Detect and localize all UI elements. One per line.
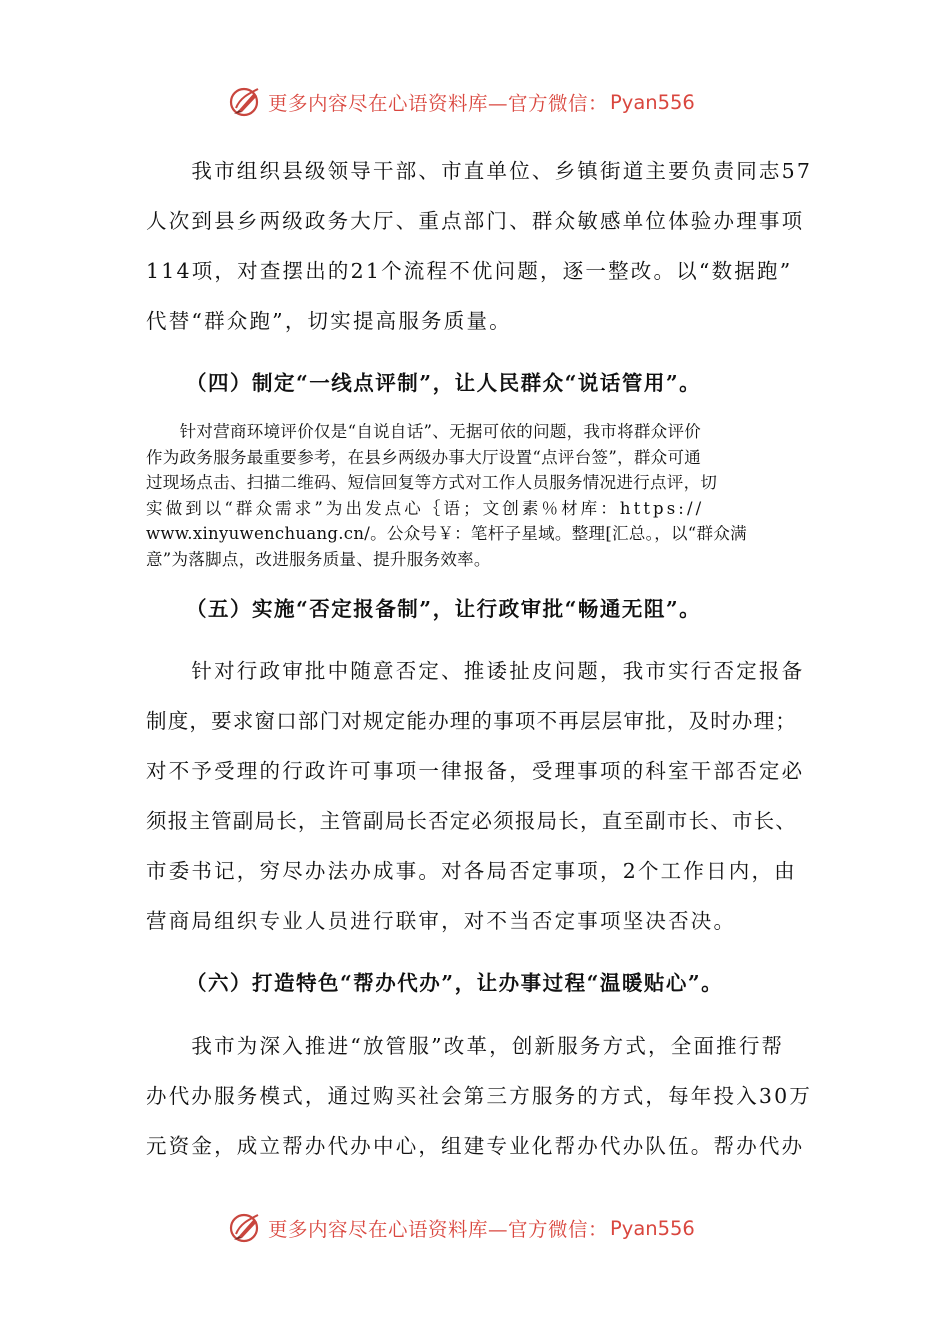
text-line: 114项，对查摆出的21个流程不优问题，逐一整改。以“数据跑” <box>146 259 793 283</box>
text-line: 营商局组织专业人员进行联审，对不当否定事项坚决否决。 <box>146 909 737 933</box>
text-line: 人次到县乡两级政务大厅、重点部门、群众敏感单位体验办理事项 <box>146 209 805 233</box>
text-line: 办代办服务模式，通过购买社会第三方服务的方式，每年投入30万 <box>146 1084 813 1108</box>
text-line: 市委书记，穷尽办法办成事。对各局否定事项，2个工作日内，由 <box>146 859 797 883</box>
text-line: 我市为深入推进“放管服”改革，创新服务方式，全面推行帮 <box>146 1034 785 1058</box>
text-line: 作为政务服务最重要参考，在县乡两级办事大厅设置“点评台签”，群众可通 <box>146 447 702 467</box>
text-line: 针对营商环境评价仅是“自说自话”、无据可依的问题，我市将群众评价 <box>146 422 702 441</box>
text-line: 针对行政审批中随意否定、推诿扯皮问题，我市实行否定报备 <box>146 659 805 683</box>
section-heading-5: （五）实施“否定报备制”，让行政审批“畅通无阻”。 <box>186 597 702 621</box>
banner-wechat-id: Pyan556 <box>610 90 695 114</box>
text-line: www.xinyuwenchuang.cn/。公众号￥：笔杆子星域。整理[汇总。，以“群众满 <box>146 524 747 543</box>
paragraph-intro <box>146 146 813 346</box>
text-line: 实做到以“群众需求”为出发点心｛语；文创素％材库：https:// <box>146 498 705 518</box>
header-banner <box>228 82 728 122</box>
text-line: 元资金，成立帮办代办中心，组建专业化帮办代办队伍。帮办代办 <box>146 1134 805 1158</box>
paragraph-section-5 <box>146 646 806 946</box>
text-line: 过现场点击、扫描二维码、短信回复等方式对工作人员服务情况进行点评，切 <box>146 473 718 492</box>
pen-logo-icon <box>228 1210 264 1246</box>
banner-text: 更多内容尽在心语资料库—官方微信： <box>268 1218 609 1241</box>
banner-text: 更多内容尽在心语资料库—官方微信： <box>268 92 609 115</box>
paragraph-section-6 <box>146 1021 813 1171</box>
text-line: 须报主管副局长，主管副局长否定必须报局长，直至副市长、市长、 <box>146 809 797 833</box>
text-line: 制度，要求窗口部门对规定能办理的事项不再层层审批，及时办理； <box>146 709 797 733</box>
text-line: 意”为落脚点，改进服务质量、提升服务效率。 <box>146 549 491 569</box>
section-heading-4: （四）制定“一线点评制”，让人民群众“说话管用”。 <box>186 371 702 395</box>
text-line: 我市组织县级领导干部、市直单位、乡镇街道主要负责同志57 <box>146 159 813 183</box>
footer-banner <box>228 1208 728 1248</box>
banner-wechat-id: Pyan556 <box>610 1216 695 1240</box>
text-line: 代替“群众跑”，切实提高服务质量。 <box>146 309 512 333</box>
text-line: 对不予受理的行政许可事项一律报备，受理事项的科室干部否定必 <box>146 759 805 783</box>
paragraph-section-4 <box>146 419 811 572</box>
pen-logo-icon <box>228 84 264 120</box>
section-heading-6: （六）打造特色“帮办代办”，让办事过程“温暖贴心”。 <box>186 971 724 995</box>
